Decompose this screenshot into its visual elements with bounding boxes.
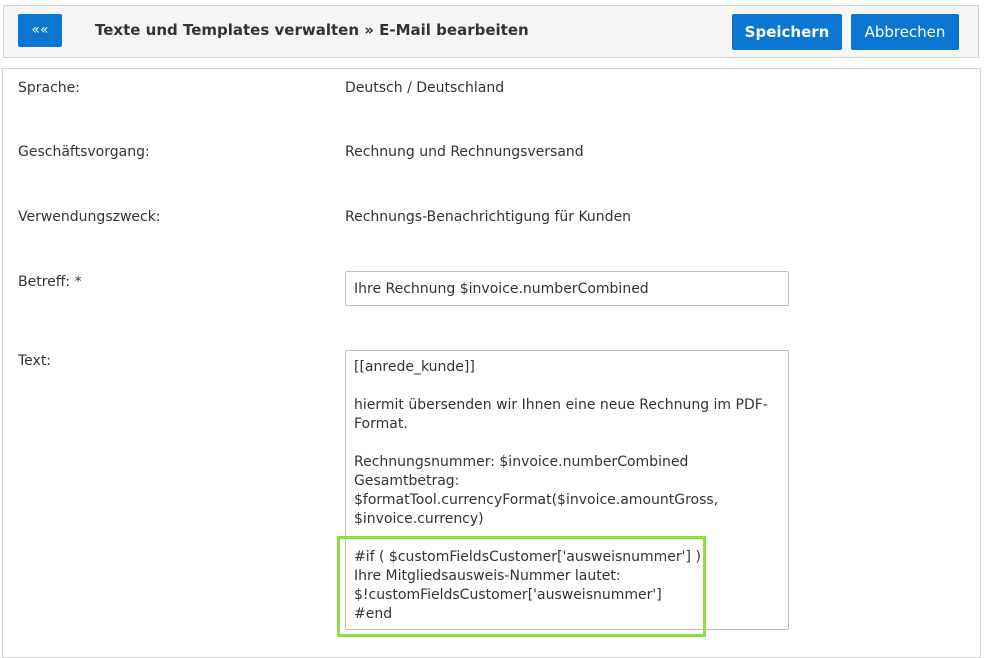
- text-label: Text:: [18, 353, 52, 369]
- text-line: Format.: [354, 416, 408, 432]
- business-process-value: Rechnung und Rechnungsversand: [345, 144, 584, 160]
- text-line: Rechnungsnummer: $invoice.numberCombined: [354, 454, 689, 470]
- purpose-value: Rechnungs-Benachrichtigung für Kunden: [345, 209, 632, 225]
- language-label: Sprache:: [18, 80, 81, 96]
- text-line: #end: [354, 606, 393, 622]
- page-title: Texte und Templates verwalten » E-Mail bearbeiten: [95, 21, 529, 39]
- text-line: [354, 434, 780, 453]
- purpose-label: Verwendungszweck:: [18, 209, 161, 225]
- cancel-button[interactable]: Abbrechen: [851, 14, 959, 50]
- save-button[interactable]: Speichern: [732, 14, 842, 50]
- email-form-panel: [2, 68, 981, 658]
- text-line: $formatTool.currencyFormat($invoice.amountGross,: [354, 492, 719, 508]
- text-body-textarea[interactable]: [345, 350, 789, 630]
- subject-label-text: Betreff:: [18, 274, 71, 290]
- back-button[interactable]: ««: [18, 14, 62, 47]
- toolbar: [3, 5, 979, 58]
- language-value: Deutsch / Deutschland: [345, 80, 505, 96]
- text-line: $!customFieldsCustomer['ausweisnummer']: [354, 587, 662, 603]
- text-line: Ihre Mitgliedsausweis-Nummer lautet:: [354, 568, 621, 584]
- text-line: hiermit übersenden wir Ihnen eine neue Rechnung im PDF-: [354, 397, 768, 413]
- subject-input[interactable]: [345, 271, 789, 306]
- text-line: [354, 377, 780, 396]
- text-line: [354, 529, 780, 548]
- business-process-label: Geschäftsvorgang:: [18, 144, 150, 160]
- text-line: Gesamtbetrag:: [354, 473, 460, 489]
- required-marker: *: [74, 274, 82, 290]
- text-line: #if ( $customFieldsCustomer['ausweisnummer'] ): [354, 549, 701, 565]
- subject-label: [18, 274, 82, 290]
- text-line: [[anrede_kunde]]: [354, 359, 475, 375]
- text-line: $invoice.currency): [354, 511, 484, 527]
